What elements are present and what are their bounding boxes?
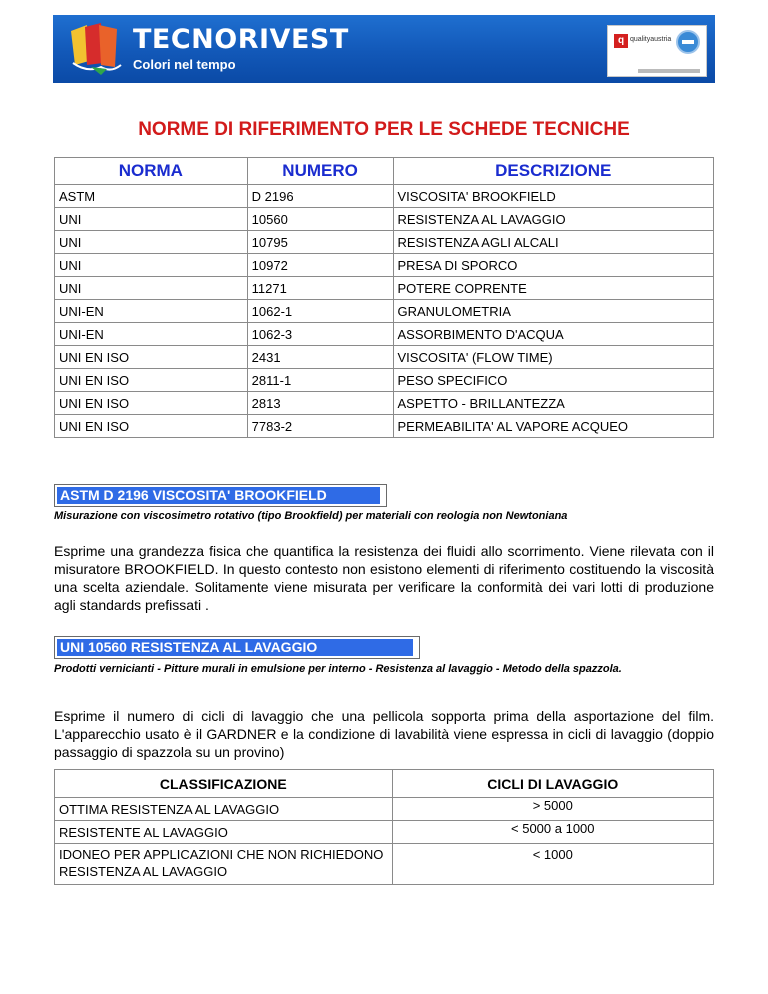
descrizione-cell: PERMEABILITA' AL VAPORE ACQUEO bbox=[393, 415, 714, 438]
numero-cell: 2431 bbox=[247, 346, 393, 369]
table-row bbox=[55, 323, 714, 346]
norma-cell: UNI EN ISO bbox=[55, 346, 248, 369]
header-norma: NORMA bbox=[55, 158, 248, 185]
header-cicli: CICLI DI LAVAGGIO bbox=[392, 770, 713, 798]
table-row bbox=[55, 185, 714, 208]
certification-seal-icon bbox=[676, 30, 700, 54]
table-row bbox=[55, 231, 714, 254]
numero-cell: 1062-3 bbox=[247, 323, 393, 346]
descrizione-cell: POTERE COPRENTE bbox=[393, 277, 714, 300]
descrizione-cell: ASPETTO - BRILLANTEZZA bbox=[393, 392, 714, 415]
norma-cell: UNI-EN bbox=[55, 300, 248, 323]
section-astm-heading: ASTM D 2196 VISCOSITA' BROOKFIELD bbox=[57, 487, 380, 504]
numero-cell: D 2196 bbox=[247, 185, 393, 208]
descrizione-cell: PESO SPECIFICO bbox=[393, 369, 714, 392]
brand-tagline: Colori nel tempo bbox=[133, 57, 236, 72]
table-row bbox=[55, 300, 714, 323]
numero-cell: 1062-1 bbox=[247, 300, 393, 323]
wash-table bbox=[54, 769, 714, 885]
norma-cell: UNI bbox=[55, 254, 248, 277]
section-astm-body: Esprime una grandezza fisica che quantifica la resistenza dei fluidi allo scorrimento. Viene rilevata con il misuratore BROOKFIELD. In questo contesto non esistono elementi di riferimento costituendo la viscosità una scelta aziendale. Solitamente viene misurata per verificare la conformità dei vari lotti di produzione agli standards prefissati . bbox=[54, 543, 714, 613]
header-descrizione: DESCRIZIONE bbox=[393, 158, 714, 185]
section-uni-heading-box bbox=[54, 636, 420, 659]
page-title: NORME DI RIFERIMENTO PER LE SCHEDE TECNICHE bbox=[138, 119, 630, 140]
descrizione-cell: RESISTENZA AGLI ALCALI bbox=[393, 231, 714, 254]
section-uni-subtitle: Prodotti vernicianti - Pitture murali in emulsione per interno - Resistenza al lavaggio - Metodo della spazzola. bbox=[54, 663, 622, 675]
descrizione-cell: ASSORBIMENTO D'ACQUA bbox=[393, 323, 714, 346]
section-astm-subtitle: Misurazione con viscosimetro rotativo (tipo Brookfield) per materiali con reologia non Newtoniana bbox=[54, 510, 568, 522]
descrizione-cell: GRANULOMETRIA bbox=[393, 300, 714, 323]
header-numero: NUMERO bbox=[247, 158, 393, 185]
wash-class: RESISTENTE AL LAVAGGIO bbox=[55, 821, 393, 844]
norma-cell: UNI bbox=[55, 277, 248, 300]
wash-class: OTTIMA RESISTENZA AL LAVAGGIO bbox=[55, 798, 393, 821]
numero-cell: 10560 bbox=[247, 208, 393, 231]
section-uni-heading: UNI 10560 RESISTENZA AL LAVAGGIO bbox=[57, 639, 413, 656]
norma-cell: UNI EN ISO bbox=[55, 392, 248, 415]
norma-cell: UNI EN ISO bbox=[55, 415, 248, 438]
table-row bbox=[55, 415, 714, 438]
descrizione-cell: PRESA DI SPORCO bbox=[393, 254, 714, 277]
descrizione-cell: VISCOSITA' (FLOW TIME) bbox=[393, 346, 714, 369]
table-row bbox=[55, 821, 714, 844]
wash-cycles: < 1000 bbox=[392, 844, 713, 885]
wash-header-row bbox=[55, 770, 714, 798]
numero-cell: 7783-2 bbox=[247, 415, 393, 438]
table-row bbox=[55, 369, 714, 392]
descrizione-cell: VISCOSITA' BROOKFIELD bbox=[393, 185, 714, 208]
numero-cell: 2813 bbox=[247, 392, 393, 415]
tecnorivest-logo-icon bbox=[67, 21, 125, 77]
numero-cell: 2811-1 bbox=[247, 369, 393, 392]
quality-q-icon: q bbox=[614, 34, 628, 48]
table-row bbox=[55, 392, 714, 415]
table-row bbox=[55, 844, 714, 885]
cert-name: qualityaustria bbox=[630, 36, 672, 43]
section-uni-body: Esprime il numero di cicli di lavaggio che una pellicola sopporta prima della asportazione del film. L'apparecchio usato è il GARDNER e la condizione di lavabilità viene espressa in cicli di lavaggio (doppio passaggio di spazzola su un provino) bbox=[54, 708, 714, 760]
wash-class: IDONEO PER APPLICAZIONI CHE NON RICHIEDONO RESISTENZA AL LAVAGGIO bbox=[55, 844, 393, 885]
certification-box bbox=[607, 25, 707, 77]
norma-cell: UNI-EN bbox=[55, 323, 248, 346]
table-row bbox=[55, 798, 714, 821]
norms-header-row bbox=[55, 158, 714, 185]
header-banner bbox=[53, 15, 715, 83]
numero-cell: 10795 bbox=[247, 231, 393, 254]
table-row bbox=[55, 277, 714, 300]
table-row bbox=[55, 346, 714, 369]
numero-cell: 10972 bbox=[247, 254, 393, 277]
section-astm-heading-box bbox=[54, 484, 387, 507]
header-classificazione: CLASSIFICAZIONE bbox=[55, 770, 393, 798]
norma-cell: ASTM bbox=[55, 185, 248, 208]
brand-name: TECNORIVEST bbox=[133, 24, 349, 55]
norma-cell: UNI bbox=[55, 208, 248, 231]
wash-cycles: > 5000 bbox=[392, 798, 713, 821]
table-row bbox=[55, 208, 714, 231]
cert-bar bbox=[638, 69, 700, 73]
norma-cell: UNI bbox=[55, 231, 248, 254]
numero-cell: 11271 bbox=[247, 277, 393, 300]
wash-cycles: < 5000 a 1000 bbox=[392, 821, 713, 844]
descrizione-cell: RESISTENZA AL LAVAGGIO bbox=[393, 208, 714, 231]
norma-cell: UNI EN ISO bbox=[55, 369, 248, 392]
norms-table bbox=[54, 157, 714, 438]
table-row bbox=[55, 254, 714, 277]
